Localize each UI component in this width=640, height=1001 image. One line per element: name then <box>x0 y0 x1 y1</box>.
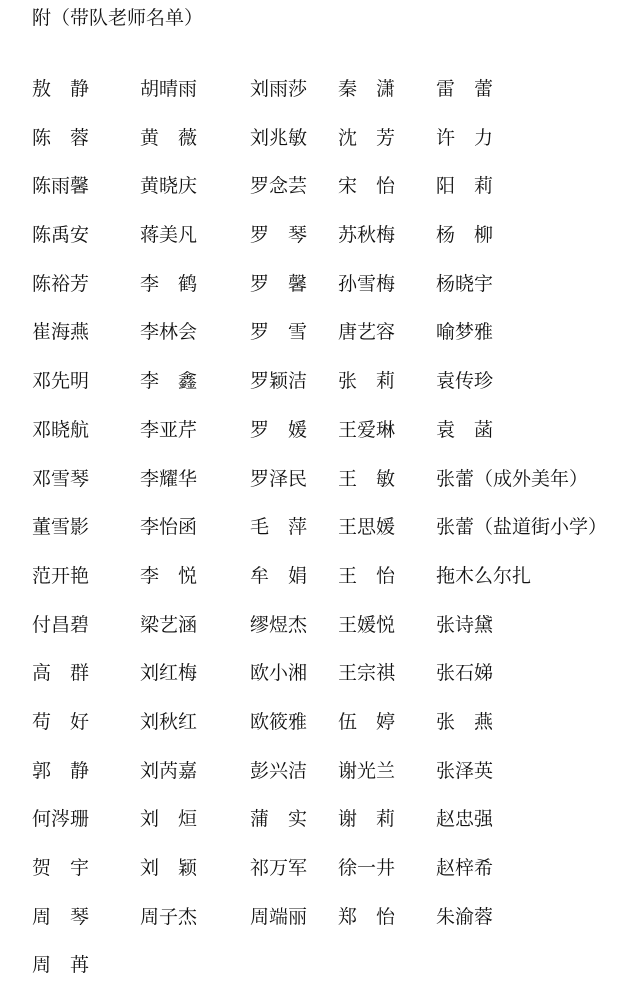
teacher-name: 刘红梅 <box>140 662 198 685</box>
teacher-name: 喻梦雅 <box>436 321 494 344</box>
teacher-name: 张蕾（盐道街小学） <box>436 516 608 539</box>
teacher-name: 周 苒 <box>32 954 90 977</box>
name-row <box>0 76 640 125</box>
teacher-name: 贺 宇 <box>32 857 90 879</box>
teacher-name: 许 力 <box>436 126 494 149</box>
teacher-name: 黄 薇 <box>140 126 198 149</box>
teacher-name: 蒋美凡 <box>140 224 198 247</box>
teacher-name: 胡晴雨 <box>140 78 198 100</box>
teacher-name: 王 怡 <box>338 564 396 587</box>
teacher-name: 赵梓希 <box>436 857 494 879</box>
name-row <box>0 660 640 709</box>
teacher-name: 刘雨莎 <box>250 78 308 100</box>
teacher-name: 王思媛 <box>338 516 396 539</box>
teacher-name: 李 悦 <box>140 564 198 587</box>
name-grid <box>0 76 640 1001</box>
teacher-name: 杨晓宇 <box>436 272 494 295</box>
teacher-name: 王爱琳 <box>338 418 396 441</box>
teacher-name: 罗 馨 <box>250 272 308 295</box>
teacher-name: 张石娣 <box>436 662 494 685</box>
name-row <box>0 709 640 758</box>
teacher-name: 张 莉 <box>338 370 396 393</box>
teacher-name: 朱渝蓉 <box>436 905 494 928</box>
teacher-name: 高 群 <box>32 662 90 685</box>
teacher-name: 刘 烜 <box>140 808 198 831</box>
teacher-name: 陈 蓉 <box>32 126 90 149</box>
teacher-name: 李耀华 <box>140 467 198 490</box>
teacher-name: 罗念芸 <box>250 175 308 198</box>
teacher-name: 秦 潇 <box>338 78 396 100</box>
teacher-name: 陈裕芳 <box>32 272 90 295</box>
name-row <box>0 271 640 320</box>
teacher-name: 罗 媛 <box>250 418 308 441</box>
teacher-name: 王 敏 <box>338 467 396 490</box>
name-row <box>0 514 640 563</box>
teacher-name: 何涔珊 <box>32 808 90 831</box>
name-row <box>0 612 640 661</box>
teacher-name: 邓雪琴 <box>32 467 90 490</box>
name-row <box>0 368 640 417</box>
teacher-name: 周子杰 <box>140 905 198 928</box>
teacher-name: 郑 怡 <box>338 905 396 928</box>
name-row <box>0 319 640 368</box>
teacher-name: 付昌碧 <box>32 613 90 636</box>
teacher-name: 张蕾（成外美年） <box>436 467 589 490</box>
teacher-name: 徐一井 <box>338 857 396 879</box>
teacher-name: 黄晓庆 <box>140 175 198 198</box>
teacher-name: 董雪影 <box>32 516 90 539</box>
teacher-name: 李林会 <box>140 321 198 344</box>
teacher-name: 邓先明 <box>32 370 90 393</box>
teacher-name: 缪煜杰 <box>250 613 308 636</box>
teacher-name: 周端丽 <box>250 905 308 928</box>
teacher-name: 王宗祺 <box>338 662 396 685</box>
teacher-name: 祁万军 <box>250 857 308 879</box>
teacher-name: 王媛悦 <box>338 613 396 636</box>
teacher-name: 沈 芳 <box>338 126 396 149</box>
teacher-name: 杨 柳 <box>436 224 494 247</box>
teacher-name: 邓晓航 <box>32 418 90 441</box>
teacher-name: 刘兆敏 <box>250 126 308 149</box>
teacher-name: 崔海燕 <box>32 321 90 344</box>
teacher-name: 袁传珍 <box>436 370 494 393</box>
teacher-name: 敖 静 <box>32 78 90 100</box>
teacher-name: 周 琴 <box>32 905 90 928</box>
teacher-name: 李亚芹 <box>140 418 198 441</box>
teacher-name: 罗 琴 <box>250 224 308 247</box>
teacher-name: 张诗黛 <box>436 613 494 636</box>
name-row <box>0 855 640 904</box>
name-row <box>0 466 640 515</box>
teacher-name: 欧筱雅 <box>250 710 308 733</box>
teacher-name: 刘芮嘉 <box>140 759 198 782</box>
teacher-name: 罗 雪 <box>250 321 308 344</box>
teacher-name: 梁艺涵 <box>140 613 198 636</box>
teacher-name: 李怡函 <box>140 516 198 539</box>
name-row <box>0 904 640 953</box>
name-row <box>0 173 640 222</box>
teacher-name: 谢 莉 <box>338 808 396 831</box>
teacher-name: 欧小湘 <box>250 662 308 685</box>
teacher-name: 罗颖洁 <box>250 370 308 393</box>
teacher-name: 陈雨馨 <box>32 175 90 198</box>
teacher-name: 陈禹安 <box>32 224 90 247</box>
list-title: 附（带队老师名单） <box>32 7 204 29</box>
teacher-name: 毛 萍 <box>250 516 308 539</box>
teacher-name: 拖木么尔扎 <box>436 564 532 587</box>
teacher-name: 牟 娟 <box>250 564 308 587</box>
teacher-name: 彭兴洁 <box>250 759 308 782</box>
teacher-name: 张 燕 <box>436 710 494 733</box>
name-row <box>0 125 640 174</box>
teacher-name: 赵忠强 <box>436 808 494 831</box>
teacher-name: 蒲 实 <box>250 808 308 831</box>
name-row <box>0 563 640 612</box>
teacher-name: 孙雪梅 <box>338 272 396 295</box>
teacher-name: 李 鑫 <box>140 370 198 393</box>
teacher-name: 伍 婷 <box>338 710 396 733</box>
teacher-name: 阳 莉 <box>436 175 494 198</box>
teacher-name: 李 鹤 <box>140 272 198 295</box>
teacher-name: 袁 菡 <box>436 418 494 441</box>
name-row <box>0 806 640 855</box>
teacher-name: 范开艳 <box>32 564 90 587</box>
teacher-name: 罗泽民 <box>250 467 308 490</box>
teacher-name: 刘 颖 <box>140 857 198 879</box>
teacher-name: 苟 好 <box>32 710 90 733</box>
teacher-name: 谢光兰 <box>338 759 396 782</box>
teacher-name: 宋 怡 <box>338 175 396 198</box>
teacher-name: 郭 静 <box>32 759 90 782</box>
teacher-name: 唐艺容 <box>338 321 396 344</box>
name-row <box>0 952 640 1001</box>
teacher-name: 张泽英 <box>436 759 494 782</box>
name-row <box>0 222 640 271</box>
name-row <box>0 417 640 466</box>
teacher-name: 刘秋红 <box>140 710 198 733</box>
teacher-name: 雷 蕾 <box>436 78 494 100</box>
name-row <box>0 758 640 807</box>
teacher-name: 苏秋梅 <box>338 224 396 247</box>
